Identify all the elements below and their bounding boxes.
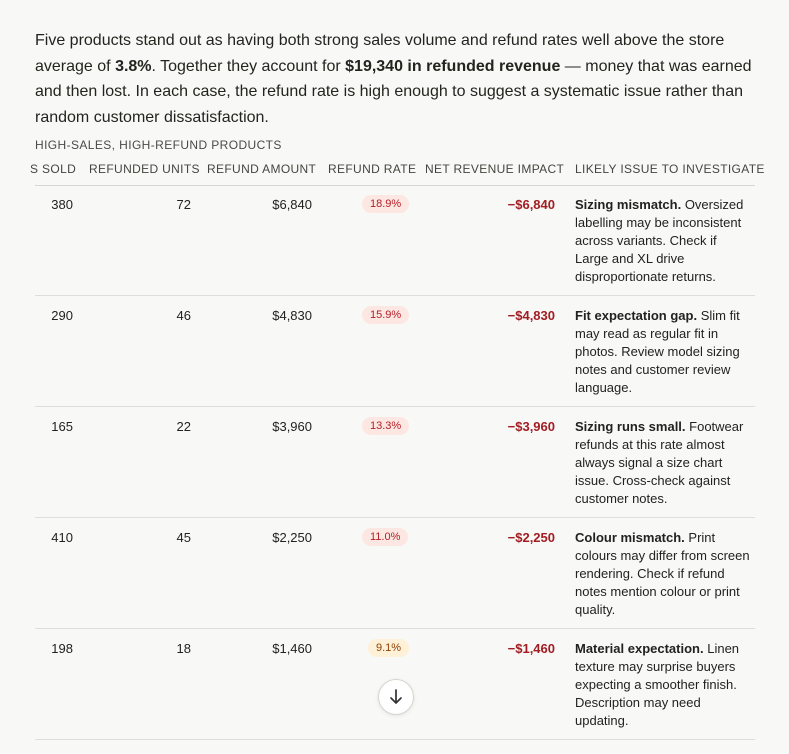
refund-amount: $2,250 xyxy=(272,530,312,545)
table-row xyxy=(35,407,755,518)
issue-title: Material expectation. xyxy=(575,641,704,656)
intro-part-2: . Together they account for xyxy=(151,57,346,75)
issue-description: Footwear refunds at this rate almost always signal a size chart issue. Cross-check against customer notes. xyxy=(575,419,744,506)
refunded-units: 72 xyxy=(176,197,191,212)
table-row xyxy=(35,185,755,296)
header-units-sold: S SOLD xyxy=(30,162,77,176)
units-sold: 290 xyxy=(51,308,73,323)
store-average: 3.8% xyxy=(115,57,152,75)
issue-title: Colour mismatch. xyxy=(575,530,685,545)
refund-rate-badge: 15.9% xyxy=(362,306,409,324)
table-header xyxy=(30,154,765,186)
intro-part-3: — money that was earned and then lost. In each case, the refund rate is high enough to suggest a systematic issue rather than random customer dissatisfaction. xyxy=(35,57,752,126)
likely-issue xyxy=(575,418,750,508)
scroll-down-button[interactable] xyxy=(378,679,414,715)
net-revenue-impact: −$1,460 xyxy=(507,641,555,656)
refunded-units: 22 xyxy=(176,419,191,434)
header-refund-rate: REFUND RATE xyxy=(328,162,417,176)
intro-paragraph xyxy=(35,28,765,130)
refund-amount: $6,840 xyxy=(272,197,312,212)
net-revenue-impact: −$4,830 xyxy=(507,308,555,323)
net-revenue-impact: −$6,840 xyxy=(507,197,555,212)
refunded-units: 46 xyxy=(176,308,191,323)
units-sold: 165 xyxy=(51,419,73,434)
refund-rate-badge: 18.9% xyxy=(362,195,409,213)
likely-issue xyxy=(575,640,750,730)
refunded-revenue-total: $19,340 in refunded revenue xyxy=(345,57,561,75)
refund-amount: $4,830 xyxy=(272,308,312,323)
issue-description: Linen texture may surprise buyers expecting a smoother finish. Description may need updating. xyxy=(575,641,740,728)
table-row xyxy=(35,296,755,407)
issue-title: Sizing runs small. xyxy=(575,419,686,434)
issue-title: Sizing mismatch. xyxy=(575,197,682,212)
issue-description: Slim fit may read as regular fit in photos. Review model sizing notes and customer review language. xyxy=(575,308,740,395)
intro-part-1: Five products stand out as having both strong sales volume and refund rates well above the store average of xyxy=(35,32,725,75)
issue-description: Oversized labelling may be inconsistent across variants. Check if Large and XL drive disproportionate returns. xyxy=(575,197,744,284)
units-sold: 410 xyxy=(51,530,73,545)
header-refunded-units: REFUNDED UNITS xyxy=(89,162,200,176)
refund-rate-badge: 11.0% xyxy=(362,528,408,546)
refund-amount: $1,460 xyxy=(272,641,312,656)
refund-amount: $3,960 xyxy=(272,419,312,434)
header-net-revenue-impact: NET REVENUE IMPACT xyxy=(425,162,565,176)
table-title: HIGH-SALES, HIGH-REFUND PRODUCTS xyxy=(35,138,282,152)
high-refund-table xyxy=(30,154,765,754)
net-revenue-impact: −$3,960 xyxy=(507,419,555,434)
net-revenue-impact: −$2,250 xyxy=(507,530,555,545)
arrow-down-icon xyxy=(389,689,403,705)
refund-rate-badge: 13.3% xyxy=(362,417,409,435)
header-likely-issue: LIKELY ISSUE TO INVESTIGATE xyxy=(575,162,765,176)
table-row xyxy=(35,518,755,629)
header-refund-amount: REFUND AMOUNT xyxy=(207,162,317,176)
likely-issue xyxy=(575,307,750,397)
likely-issue xyxy=(575,529,750,619)
issue-title: Fit expectation gap. xyxy=(575,308,698,323)
likely-issue xyxy=(575,196,750,286)
refund-rate-badge: 9.1% xyxy=(368,639,409,657)
units-sold: 198 xyxy=(51,641,73,656)
refunded-units: 18 xyxy=(176,641,191,656)
units-sold: 380 xyxy=(51,197,73,212)
issue-description: Print colours may differ from screen rendering. Check if refund notes mention colour or print quality. xyxy=(575,530,750,617)
refunded-units: 45 xyxy=(176,530,191,545)
